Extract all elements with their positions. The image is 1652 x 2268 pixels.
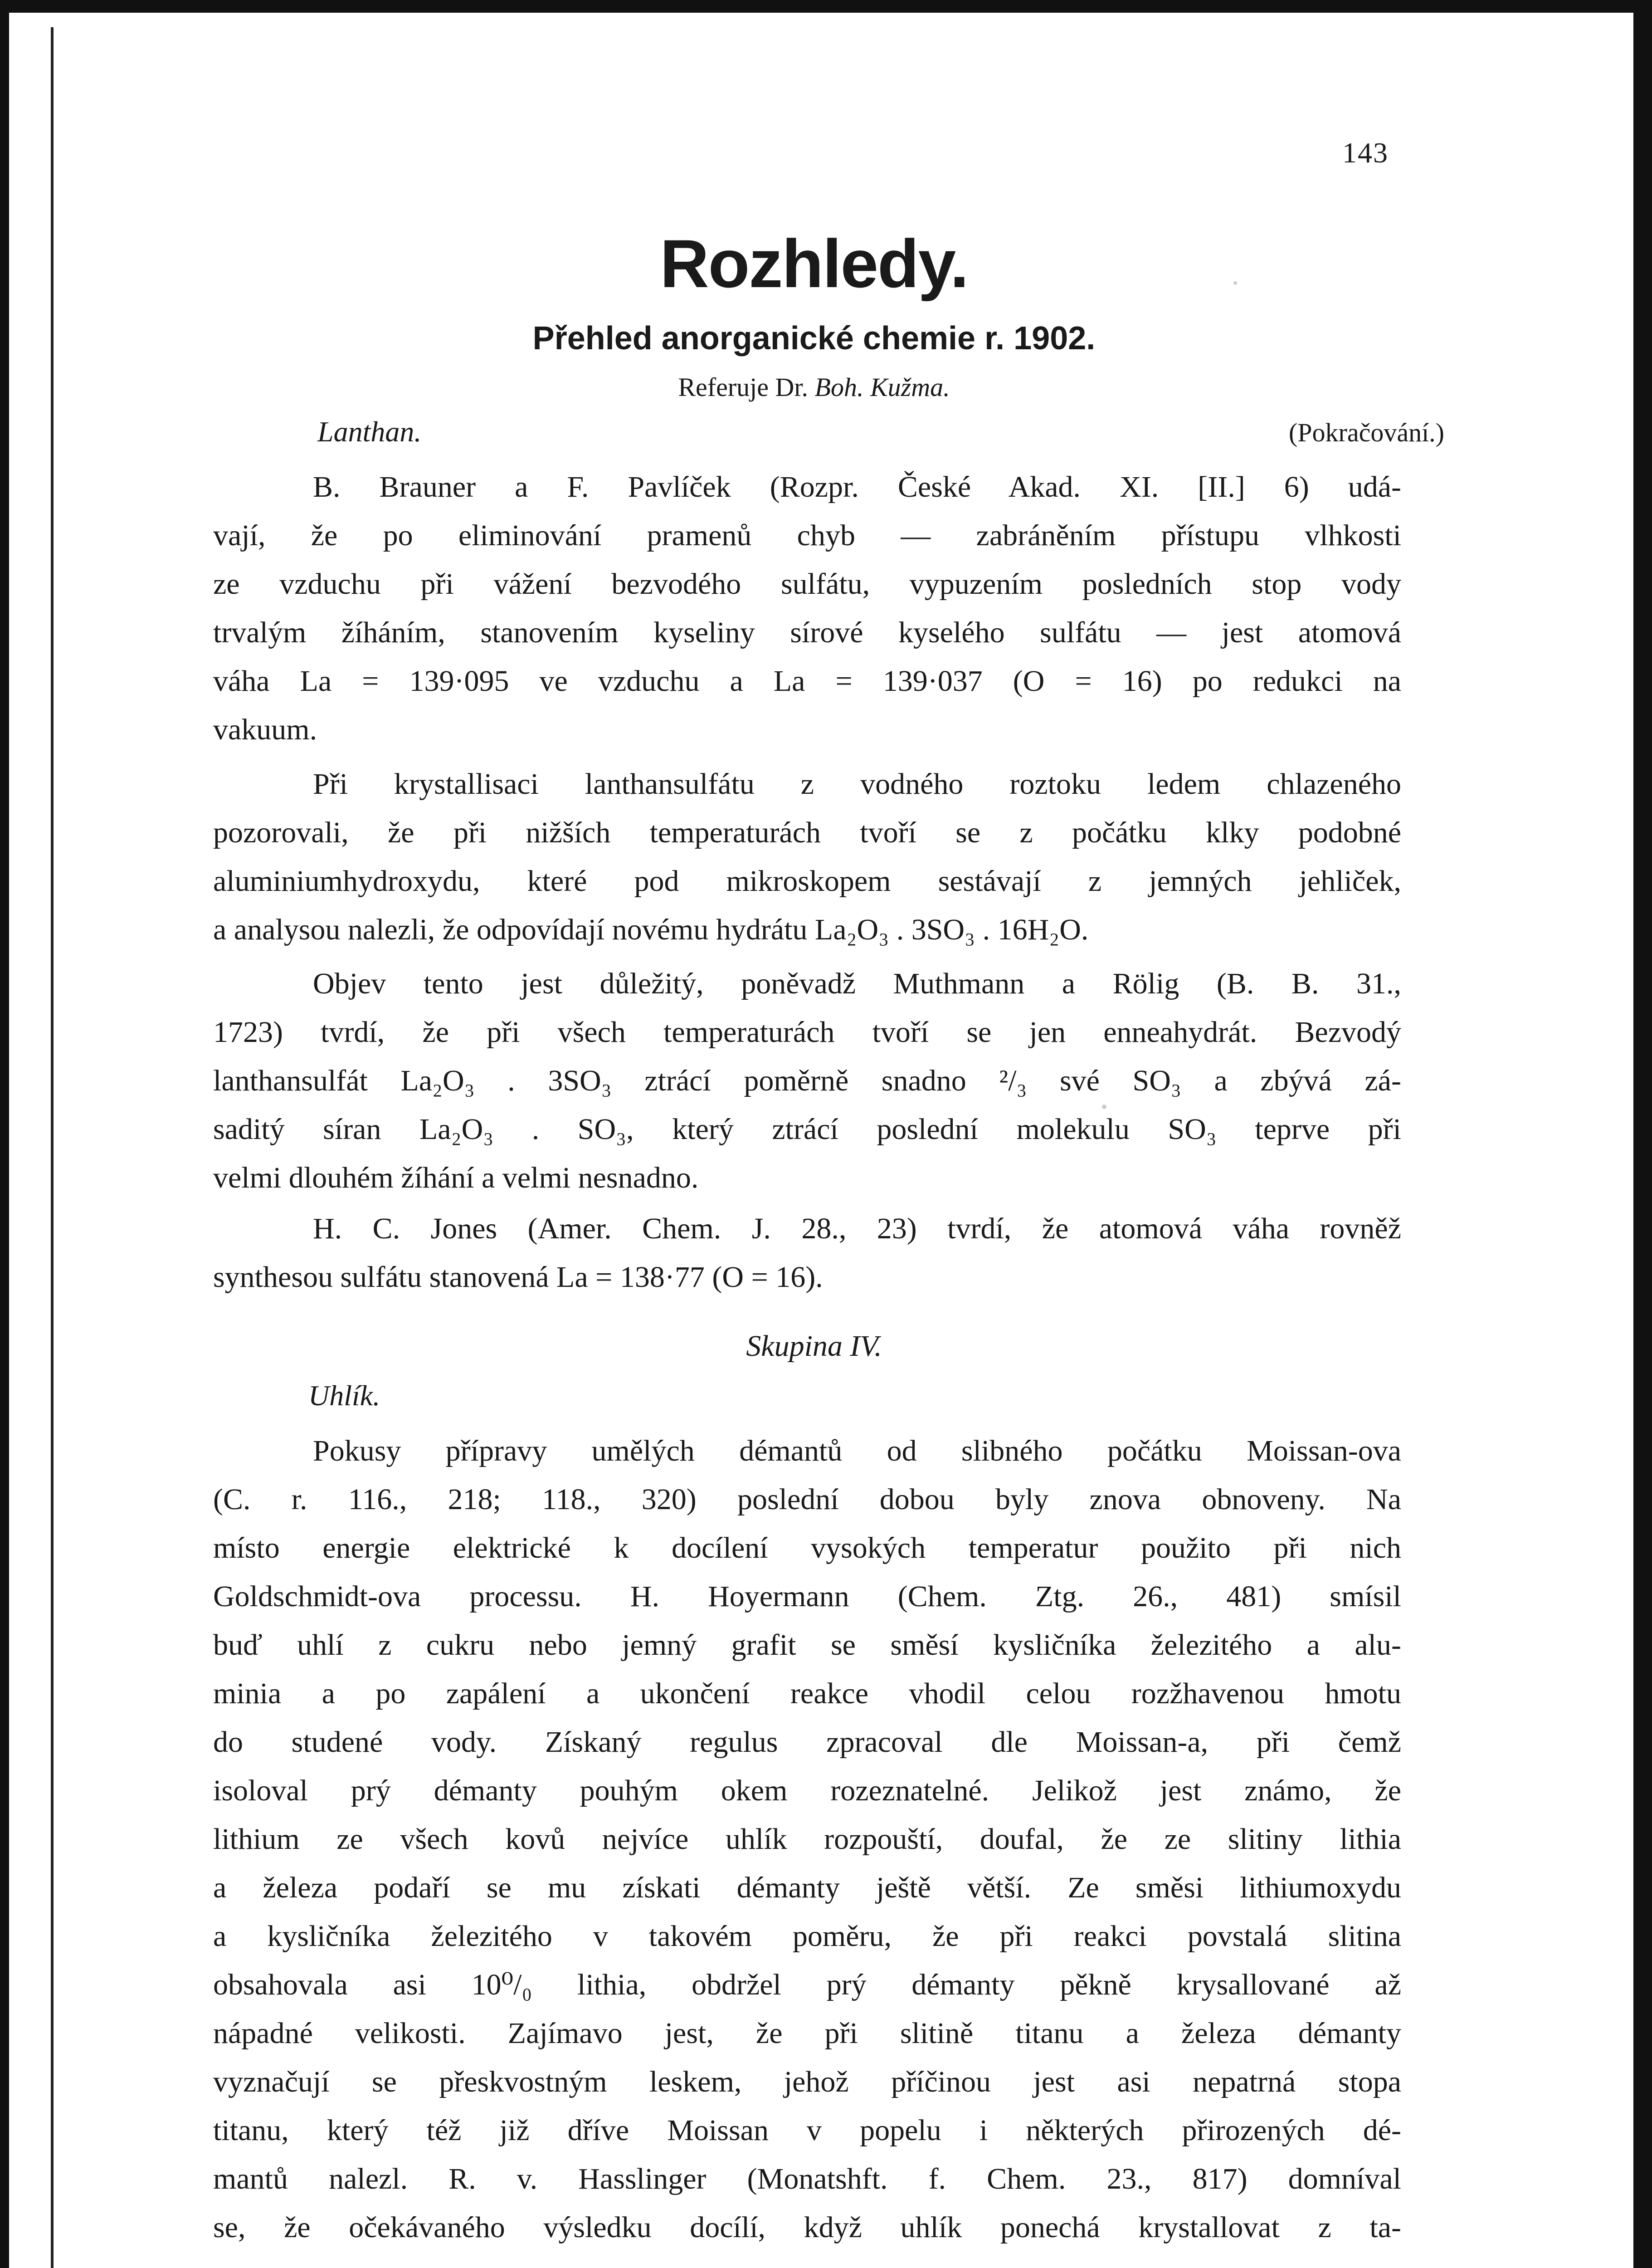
text-line: buď uhlí z cukru nebo jemný grafit se směsí kysličníka železitého a alu- — [213, 1628, 1401, 1662]
text-line: 1723) tvrdí, že při všech temperaturách tvoří se jen enneahydrát. Bezvodý — [213, 1016, 1401, 1049]
text-line: obsahovala asi 10⁰/₀ lithia, obdržel prý démanty pěkně krysallované až — [213, 1968, 1401, 2001]
text-line: B. Brauner a F. Pavlíček (Rozpr. České Akad. XI. [II.] 6) udá- — [313, 470, 1401, 503]
scan-speck — [1102, 1105, 1106, 1109]
text-line: nápadné velikosti. Zajímavo jest, že při slitině titanu a železa démanty — [213, 2017, 1401, 2050]
text-line: vakuum. — [213, 713, 317, 746]
paragraph-brauner — [213, 463, 1401, 754]
text-line: Pokusy přípravy umělých démantů od slibného počátku Moissan-ova — [313, 1434, 1401, 1467]
text-line: a kysličníka železitého v takovém poměru, že při reakci povstalá slitina — [213, 1920, 1401, 1953]
article-subtitle: Přehled anorganické chemie r. 1902. — [532, 320, 1096, 357]
text-line: (C. r. 116., 218; 118., 320) poslední dobou byly znova obnoveny. Na — [213, 1483, 1401, 1516]
referee-line — [213, 372, 1415, 402]
scan-border-top — [0, 0, 1652, 13]
scan-speck — [1233, 281, 1237, 285]
paragraph-jones — [213, 1204, 1401, 1301]
section-heading-group: Skupina IV. — [746, 1330, 882, 1363]
referee-name: Boh. Kužma. — [814, 372, 950, 402]
text-line: trvalým žíháním, stanovením kyseliny sírové kyselého sulfátu — jest atomová — [213, 616, 1401, 649]
text-line: a analysou nalezli, že odpovídají novému hydrátu La₂O₃ . 3SO₃ . 16H₂O. — [213, 913, 1089, 946]
text-line: se, že očekávaného výsledku docílí, když uhlík ponechá krystallovat z ta- — [213, 2211, 1401, 2244]
text-line: H. C. Jones (Amer. Chem. J. 28., 23) tvrdí, že atomová váha rovněž — [313, 1212, 1401, 1245]
paragraph-pokusy — [213, 1427, 1401, 2252]
text-line: do studené vody. Získaný regulus zpracoval dle Moissan-a, při čemž — [213, 1725, 1401, 1759]
text-line: vyznačují se přeskvostným leskem, jehož příčinou jest asi nepatrná stopa — [213, 2065, 1401, 2098]
section-heading-lanthan: Lanthan. — [317, 415, 422, 448]
text-line: mantů nalezl. R. v. Hasslinger (Monatshft. f. Chem. 23., 817) domníval — [213, 2162, 1401, 2195]
section-heading-uhlik: Uhlík. — [308, 1379, 380, 1412]
text-line: velmi dlouhém žíhání a velmi nesnadno. — [213, 1161, 699, 1194]
scan-fold-line — [51, 27, 54, 2268]
paragraph-objev — [213, 959, 1401, 1202]
paragraph-krystallisace — [213, 760, 1401, 954]
text-line: Objev tento jest důležitý, poněvadž Muthmann a Rölig (B. B. 31., — [313, 967, 1401, 1000]
text-line: ze vzduchu při vážení bezvodého sulfátu, vypuzením posledních stop vody — [213, 567, 1401, 601]
scan-border-right — [1633, 0, 1652, 2268]
text-line: saditý síran La₂O₃ . SO₃, který ztrácí poslední molekulu SO₃ teprve při — [213, 1113, 1401, 1146]
page-number: 143 — [1342, 137, 1389, 169]
referee-prefix: Referuje Dr. — [678, 372, 809, 402]
text-line: pozorovali, že při nižších temperaturách tvoří se z počátku klky podobné — [213, 816, 1401, 849]
text-line: Při krystallisaci lanthansulfátu z vodného roztoku ledem chlazeného — [313, 767, 1401, 801]
text-line: isoloval prý démanty pouhým okem rozeznatelné. Jelikož jest známo, že — [213, 1774, 1401, 1807]
text-line: aluminiumhydroxydu, které pod mikroskopem sestávají z jemných jehliček, — [213, 865, 1401, 898]
continued-note: (Pokračování.) — [1288, 418, 1444, 447]
text-line: minia a po zapálení a ukončení reakce vhodil celou rozžhavenou hmotu — [213, 1677, 1401, 1710]
text-line: titanu, který též již dříve Moissan v popelu i některých přirozených dé- — [213, 2114, 1401, 2147]
text-line: lithium ze všech kovů nejvíce uhlík rozpouští, doufal, že ze slitiny lithia — [213, 1823, 1401, 1856]
text-line: synthesou sulfátu stanovená La = 138·77 (O = 16). — [213, 1261, 823, 1294]
text-line: Goldschmidt-ova processu. H. Hoyermann (Chem. Ztg. 26., 481) smísil — [213, 1580, 1401, 1613]
page-title: Rozhledy. — [660, 225, 968, 302]
text-line: místo energie elektrické k docílení vysokých temperatur použito při nich — [213, 1531, 1401, 1564]
text-line: a železa podaří se mu získati démanty ještě větší. Ze směsi lithiumoxydu — [213, 1871, 1401, 1904]
text-line: lanthansulfát La₂O₃ . 3SO₃ ztrácí poměrně snadno ²/₃ své SO₃ a zbývá zá- — [213, 1064, 1401, 1097]
text-line: váha La = 139·095 ve vzduchu a La = 139·037 (O = 16) po redukci na — [213, 665, 1401, 698]
scan-border-left — [0, 0, 9, 2268]
text-line: vají, že po eliminování pramenů chyb — zabráněním přístupu vlhkosti — [213, 519, 1401, 552]
